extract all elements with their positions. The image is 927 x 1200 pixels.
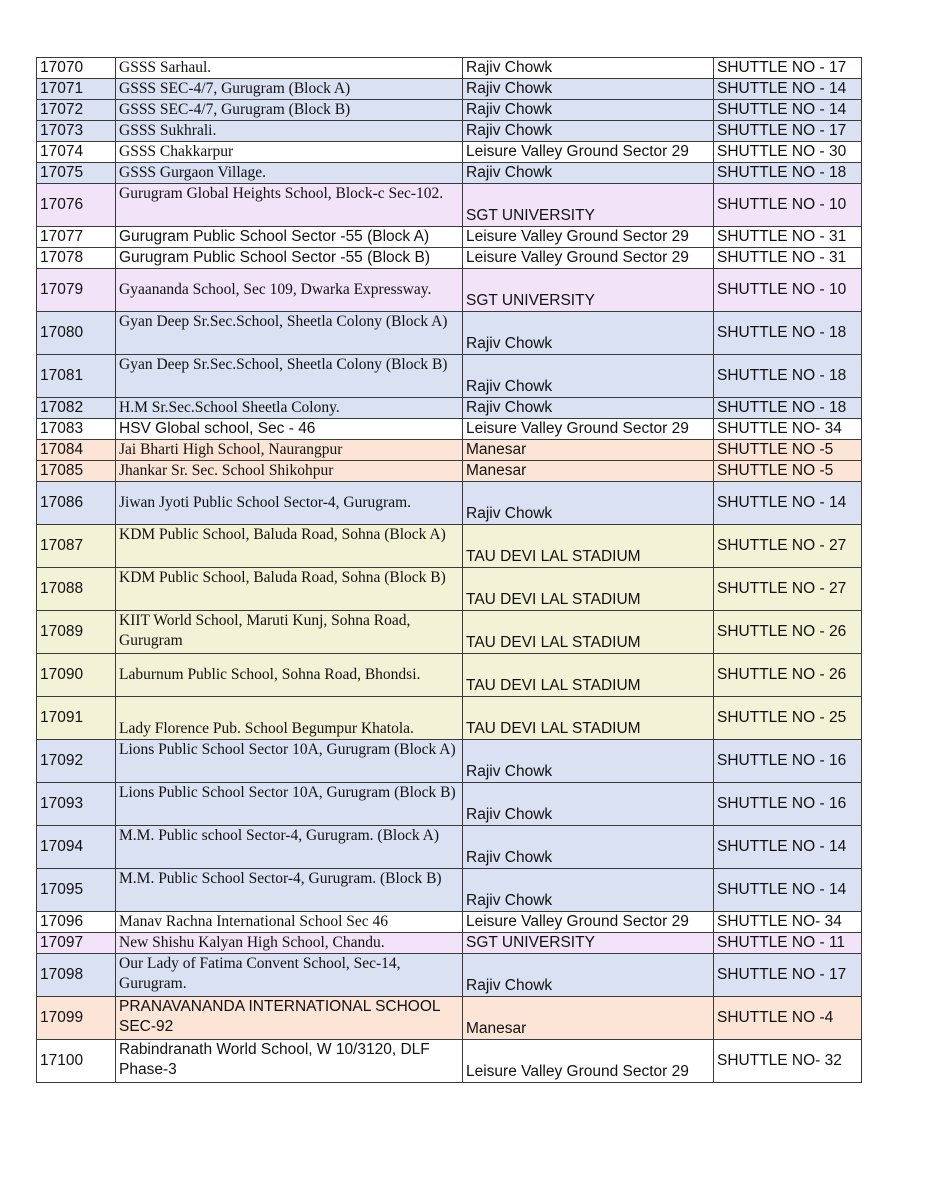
school-code: 17081 <box>37 355 116 398</box>
school-code: 17097 <box>37 933 116 954</box>
shuttle-number: SHUTTLE NO - 26 <box>714 611 862 654</box>
shuttle-number: SHUTTLE NO - 14 <box>714 100 862 121</box>
venue: Rajiv Chowk <box>463 482 714 525</box>
shuttle-number: SHUTTLE NO - 16 <box>714 783 862 826</box>
school-name: Lions Public School Sector 10A, Gurugram (Block A) <box>116 740 463 783</box>
table-row <box>37 440 862 461</box>
school-name: KIIT World School, Maruti Kunj, Sohna Road, Gurugram <box>116 611 463 654</box>
school-name: Manav Rachna International School Sec 46 <box>116 912 463 933</box>
school-name: GSSS Gurgaon Village. <box>116 163 463 184</box>
table-row <box>37 184 862 227</box>
shuttle-number: SHUTTLE NO - 17 <box>714 58 862 79</box>
table-row <box>37 482 862 525</box>
table-row <box>37 654 862 697</box>
school-code: 17082 <box>37 398 116 419</box>
school-code: 17100 <box>37 1040 116 1083</box>
table-row <box>37 461 862 482</box>
shuttle-number: SHUTTLE NO -5 <box>714 440 862 461</box>
school-code: 17087 <box>37 525 116 568</box>
table-row <box>37 912 862 933</box>
venue: Rajiv Chowk <box>463 740 714 783</box>
shuttle-number: SHUTTLE NO - 16 <box>714 740 862 783</box>
venue: Leisure Valley Ground Sector 29 <box>463 248 714 269</box>
table-row <box>37 826 862 869</box>
school-name: Jhankar Sr. Sec. School Shikohpur <box>116 461 463 482</box>
table-row <box>37 740 862 783</box>
venue: Leisure Valley Ground Sector 29 <box>463 419 714 440</box>
school-name: Lady Florence Pub. School Begumpur Khatola. <box>116 697 463 740</box>
school-code: 17077 <box>37 227 116 248</box>
table-row <box>37 163 862 184</box>
school-code: 17099 <box>37 997 116 1040</box>
school-name: Gyan Deep Sr.Sec.School, Sheetla Colony (Block B) <box>116 355 463 398</box>
table-row <box>37 933 862 954</box>
school-code: 17074 <box>37 142 116 163</box>
school-name: M.M. Public School Sector-4, Gurugram. (Block B) <box>116 869 463 912</box>
school-name: Gurugram Global Heights School, Block-c Sec-102. <box>116 184 463 227</box>
school-name: KDM Public School, Baluda Road, Sohna (Block B) <box>116 568 463 611</box>
venue: Leisure Valley Ground Sector 29 <box>463 142 714 163</box>
school-name: GSSS Sukhrali. <box>116 121 463 142</box>
table-row <box>37 142 862 163</box>
venue: TAU DEVI LAL STADIUM <box>463 697 714 740</box>
table-row <box>37 611 862 654</box>
table-row <box>37 121 862 142</box>
school-name: PRANAVANANDA INTERNATIONAL SCHOOL SEC-92 <box>116 997 463 1040</box>
venue: Rajiv Chowk <box>463 100 714 121</box>
venue: Rajiv Chowk <box>463 869 714 912</box>
shuttle-number: SHUTTLE NO - 30 <box>714 142 862 163</box>
shuttle-number: SHUTTLE NO - 10 <box>714 184 862 227</box>
school-code: 17079 <box>37 269 116 312</box>
school-name: Gyaananda School, Sec 109, Dwarka Expressway. <box>116 269 463 312</box>
shuttle-number: SHUTTLE NO - 18 <box>714 163 862 184</box>
table-row <box>37 869 862 912</box>
table-row <box>37 568 862 611</box>
school-code: 17094 <box>37 826 116 869</box>
school-code: 17072 <box>37 100 116 121</box>
school-code: 17096 <box>37 912 116 933</box>
school-name: Gyan Deep Sr.Sec.School, Sheetla Colony (Block A) <box>116 312 463 355</box>
venue: Rajiv Chowk <box>463 121 714 142</box>
table-row <box>37 79 862 100</box>
shuttle-allocation-table <box>36 57 862 1083</box>
venue: TAU DEVI LAL STADIUM <box>463 654 714 697</box>
shuttle-number: SHUTTLE NO - 25 <box>714 697 862 740</box>
school-name: Jai Bharti High School, Naurangpur <box>116 440 463 461</box>
table-row <box>37 312 862 355</box>
shuttle-number: SHUTTLE NO - 26 <box>714 654 862 697</box>
table-row <box>37 1040 862 1083</box>
school-code: 17076 <box>37 184 116 227</box>
venue: Rajiv Chowk <box>463 355 714 398</box>
table-row <box>37 697 862 740</box>
shuttle-number: SHUTTLE NO - 10 <box>714 269 862 312</box>
school-code: 17092 <box>37 740 116 783</box>
school-name: Jiwan Jyoti Public School Sector-4, Gurugram. <box>116 482 463 525</box>
venue: Rajiv Chowk <box>463 163 714 184</box>
venue: TAU DEVI LAL STADIUM <box>463 525 714 568</box>
shuttle-number: SHUTTLE NO- 34 <box>714 912 862 933</box>
venue: Rajiv Chowk <box>463 398 714 419</box>
venue: Leisure Valley Ground Sector 29 <box>463 1040 714 1083</box>
school-name: HSV Global school, Sec - 46 <box>116 419 463 440</box>
school-name: Our Lady of Fatima Convent School, Sec-14, Gurugram. <box>116 954 463 997</box>
shuttle-number: SHUTTLE NO - 14 <box>714 79 862 100</box>
school-code: 17078 <box>37 248 116 269</box>
school-code: 17071 <box>37 79 116 100</box>
school-name: Lions Public School Sector 10A, Gurugram (Block B) <box>116 783 463 826</box>
shuttle-number: SHUTTLE NO- 32 <box>714 1040 862 1083</box>
shuttle-number: SHUTTLE NO - 17 <box>714 121 862 142</box>
venue: Manesar <box>463 461 714 482</box>
venue: Rajiv Chowk <box>463 954 714 997</box>
table-row <box>37 100 862 121</box>
shuttle-number: SHUTTLE NO - 18 <box>714 355 862 398</box>
table-row <box>37 783 862 826</box>
venue: Manesar <box>463 997 714 1040</box>
school-code: 17090 <box>37 654 116 697</box>
school-name: GSSS Sarhaul. <box>116 58 463 79</box>
venue: TAU DEVI LAL STADIUM <box>463 568 714 611</box>
venue: SGT UNIVERSITY <box>463 269 714 312</box>
school-code: 17073 <box>37 121 116 142</box>
table-row <box>37 398 862 419</box>
school-name: GSSS Chakkarpur <box>116 142 463 163</box>
school-code: 17086 <box>37 482 116 525</box>
school-name: GSSS SEC-4/7, Gurugram (Block B) <box>116 100 463 121</box>
table-row <box>37 248 862 269</box>
school-code: 17070 <box>37 58 116 79</box>
shuttle-number: SHUTTLE NO - 17 <box>714 954 862 997</box>
school-code: 17098 <box>37 954 116 997</box>
venue: Leisure Valley Ground Sector 29 <box>463 912 714 933</box>
table-row <box>37 954 862 997</box>
school-name: GSSS SEC-4/7, Gurugram (Block A) <box>116 79 463 100</box>
shuttle-number: SHUTTLE NO - 27 <box>714 568 862 611</box>
school-name: Gurugram Public School Sector -55 (Block A) <box>116 227 463 248</box>
table-row <box>37 269 862 312</box>
shuttle-number: SHUTTLE NO - 27 <box>714 525 862 568</box>
table-row <box>37 419 862 440</box>
venue: SGT UNIVERSITY <box>463 933 714 954</box>
shuttle-number: SHUTTLE NO - 18 <box>714 312 862 355</box>
table-row <box>37 997 862 1040</box>
table-row <box>37 525 862 568</box>
venue: Leisure Valley Ground Sector 29 <box>463 227 714 248</box>
school-code: 17093 <box>37 783 116 826</box>
school-code: 17083 <box>37 419 116 440</box>
shuttle-number: SHUTTLE NO -5 <box>714 461 862 482</box>
school-name: KDM Public School, Baluda Road, Sohna (Block A) <box>116 525 463 568</box>
venue: Rajiv Chowk <box>463 783 714 826</box>
school-name: H.M Sr.Sec.School Sheetla Colony. <box>116 398 463 419</box>
school-name: Laburnum Public School, Sohna Road, Bhondsi. <box>116 654 463 697</box>
school-code: 17085 <box>37 461 116 482</box>
shuttle-number: SHUTTLE NO - 31 <box>714 248 862 269</box>
venue: TAU DEVI LAL STADIUM <box>463 611 714 654</box>
venue: Manesar <box>463 440 714 461</box>
school-code: 17089 <box>37 611 116 654</box>
shuttle-number: SHUTTLE NO - 31 <box>714 227 862 248</box>
venue: Rajiv Chowk <box>463 826 714 869</box>
table-row <box>37 227 862 248</box>
shuttle-number: SHUTTLE NO - 14 <box>714 482 862 525</box>
school-name: M.M. Public school Sector-4, Gurugram. (Block A) <box>116 826 463 869</box>
shuttle-number: SHUTTLE NO - 14 <box>714 826 862 869</box>
venue: Rajiv Chowk <box>463 58 714 79</box>
school-code: 17080 <box>37 312 116 355</box>
venue: Rajiv Chowk <box>463 79 714 100</box>
table-row <box>37 355 862 398</box>
school-name: New Shishu Kalyan High School, Chandu. <box>116 933 463 954</box>
school-code: 17075 <box>37 163 116 184</box>
venue: Rajiv Chowk <box>463 312 714 355</box>
shuttle-number: SHUTTLE NO - 11 <box>714 933 862 954</box>
school-name: Rabindranath World School, W 10/3120, DLF Phase-3 <box>116 1040 463 1083</box>
school-name: Gurugram Public School Sector -55 (Block B) <box>116 248 463 269</box>
school-code: 17084 <box>37 440 116 461</box>
table-row <box>37 58 862 79</box>
school-code: 17088 <box>37 568 116 611</box>
shuttle-number: SHUTTLE NO - 18 <box>714 398 862 419</box>
shuttle-number: SHUTTLE NO - 14 <box>714 869 862 912</box>
venue: SGT UNIVERSITY <box>463 184 714 227</box>
shuttle-number: SHUTTLE NO- 34 <box>714 419 862 440</box>
shuttle-number: SHUTTLE NO -4 <box>714 997 862 1040</box>
school-code: 17091 <box>37 697 116 740</box>
school-code: 17095 <box>37 869 116 912</box>
